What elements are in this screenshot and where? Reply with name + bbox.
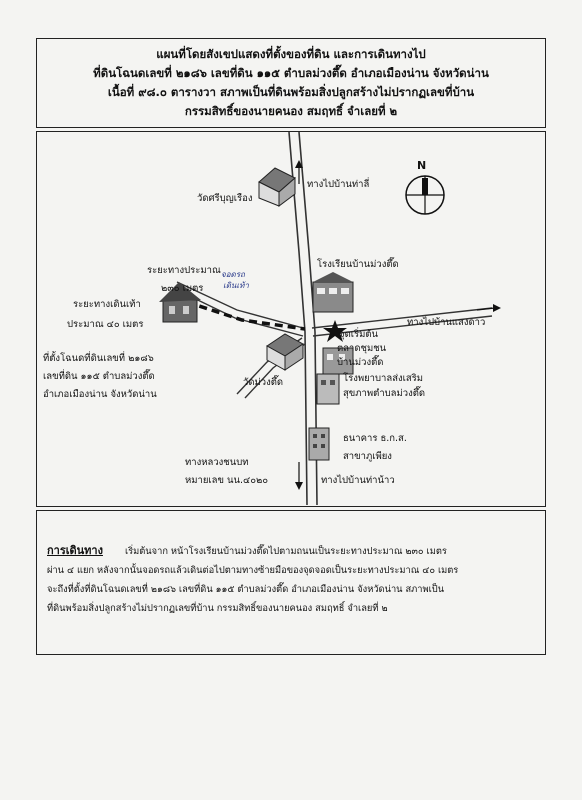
- label-start-point: จุดเริ่มต้น: [339, 329, 379, 340]
- label-to-ban-tha-nao: ทางไปบ้านท่าน้าว: [321, 475, 395, 486]
- handwritten-note-2: เดินเท้า: [223, 281, 249, 290]
- directions-heading: การเดินทาง: [47, 544, 103, 557]
- compass-icon: [406, 176, 444, 214]
- bank-building-icon: [309, 428, 329, 460]
- title-line-3: เนื้อที่ ๙๘.๐ ตารางวา สภาพเป็นที่ดินพร้อมสิ่งปลูกสร้างไม่ปรากฏเลขที่บ้าน: [107, 85, 475, 99]
- arrow-south-icon: [295, 462, 303, 490]
- label-highway-2: หมายเลข นน.๔๐๒๐: [185, 475, 269, 486]
- directions-line-3: จะถึงที่ตั้งที่ดินโฉนดเลขที่ ๒๑๘๖ เลขที่ดิน ๑๑๕ ตำบลม่วงตึ๊ด อำเภอเมืองน่าน จังหวัดน่าน สภาพเป็น: [47, 584, 445, 595]
- label-land-location-1: ที่ตั้งโฉนดที่ดินเลขที่ ๒๑๘๖: [43, 353, 154, 364]
- label-hospital-1: โรงพยาบาลส่งเสริม: [343, 373, 424, 384]
- title-line-2: ที่ดินโฉนดเลขที่ ๒๑๘๖ เลขที่ดิน ๑๑๕ ตำบลม่วงตึ๊ด อำเภอเมืองน่าน จังหวัดน่าน: [93, 66, 489, 80]
- route-dashed: [187, 302, 305, 329]
- title-line-4: กรรมสิทธิ์ของนายคนอง สมฤทธิ์ จำเลยที่ ๒: [184, 104, 398, 118]
- label-wat-sri-boonrueang: วัดศรีบุญเรือง: [197, 193, 253, 204]
- label-distance-40-2: ประมาณ ๔๐ เมตร: [67, 319, 144, 330]
- label-land-location-2: เลขที่ดิน ๑๑๕ ตำบลม่วงตึ๊ด: [43, 371, 155, 382]
- label-land-location-3: อำเภอเมืองน่าน จังหวัดน่าน: [43, 389, 157, 400]
- directions-line-2: ผ่าน ๔ แยก หลังจากนั้นจอดรถแล้วเดินต่อไปตามทางซ้ายมือของจุดจอดเป็นระยะทางประมาณ ๔๐ เมตร: [47, 565, 459, 576]
- label-to-ban-tha-si: ทางไปบ้านท่าลี่: [307, 179, 370, 190]
- label-highway-1: ทางหลวงชนบท: [185, 457, 249, 468]
- label-school: โรงเรียนบ้านม่วงตึ๊ด: [317, 259, 399, 270]
- title-line-1: แผนที่โดยสังเขปแสดงที่ตั้งของที่ดิน และการเดินทางไป: [156, 47, 426, 61]
- temple-building-icon: [259, 168, 295, 206]
- handwritten-note-1: จอดรถ: [221, 270, 245, 279]
- label-distance-230-2: ๒๓๐ เมตร: [161, 283, 204, 294]
- label-market-1: ตลาดชุมชน: [337, 343, 387, 354]
- directions-box: [36, 510, 546, 655]
- label-wat-muang-tuek: วัดม่วงตึ๊ด: [243, 377, 284, 388]
- label-bank-1: ธนาคาร ธ.ก.ส.: [343, 433, 407, 444]
- label-hospital-2: สุขภาพตำบลม่วงตึ๊ด: [343, 388, 426, 399]
- directions-line-1: เริ่มต้นจาก หน้าโรงเรียนบ้านม่วงตึ๊ดไปตามถนนเป็นระยะทางประมาณ ๒๓๐ เมตร: [124, 546, 447, 557]
- sketch-map: [36, 131, 546, 507]
- label-to-ban-saeng-dao: ทางไปบ้านแสงดาว: [407, 317, 486, 328]
- directions-text: [47, 541, 539, 618]
- label-distance-40-1: ระยะทางเดินเท้า: [73, 299, 141, 310]
- wat-muang-tuek-icon: [267, 334, 303, 370]
- compass-label: N: [417, 159, 427, 172]
- label-bank-2: สาขาภูเพียง: [343, 451, 392, 462]
- hospital-building-icon: [317, 374, 339, 404]
- directions-line-4: ที่ดินพร้อมสิ่งปลูกสร้างไม่ปรากฏเลขที่บ้าน กรรมสิทธิ์ของนายคนอง สมฤทธิ์ จำเลยที่ ๒: [47, 603, 388, 614]
- label-distance-230-1: ระยะทางประมาณ: [147, 265, 221, 276]
- label-market-2: บ้านม่วงตึ๊ด: [337, 357, 384, 368]
- map-title-box: [36, 38, 546, 128]
- school-building-icon: [313, 272, 353, 312]
